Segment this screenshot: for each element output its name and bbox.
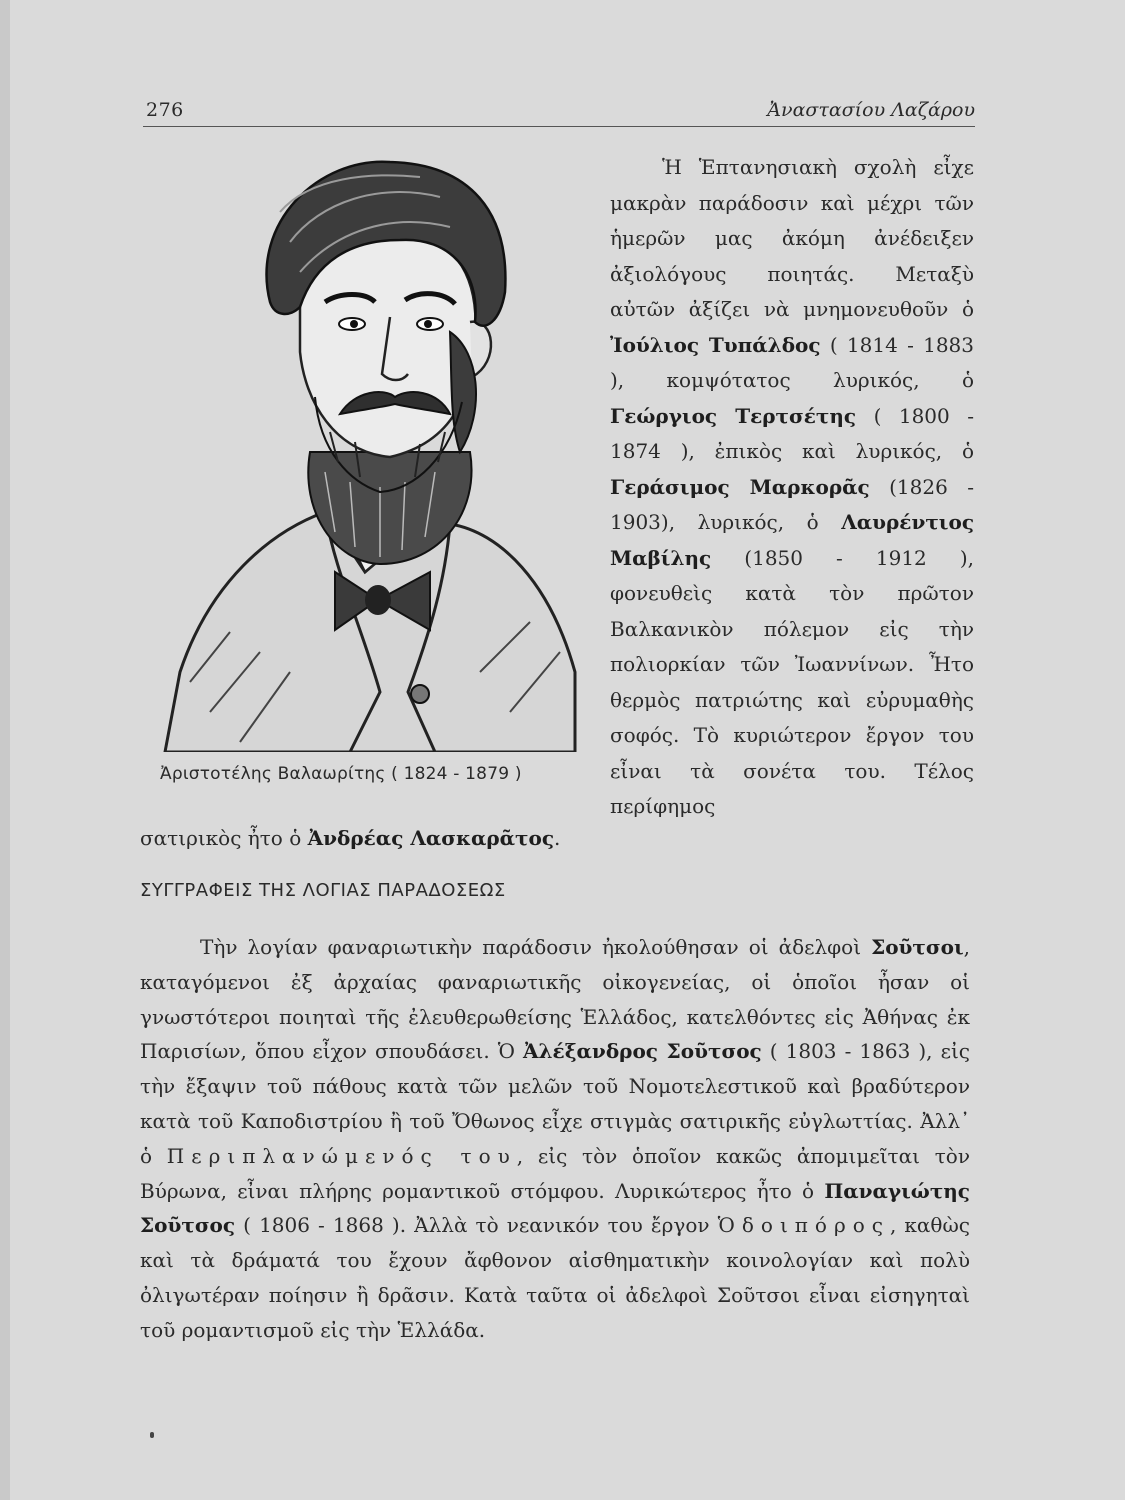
side-paragraph xyxy=(610,150,974,825)
poet-name: Παναγιώτης Σοῦτσος xyxy=(140,1178,970,1238)
text-run: Τὴν λογίαν φαναριωτικὴν παράδοσιν ἠκολούθησαν οἱ ἀδελφοὶ xyxy=(200,935,872,959)
work-title: Περιπλανώμενός του xyxy=(166,1143,517,1168)
poet-name: Ἀλέξανδρος Σοῦτσος xyxy=(523,1039,762,1064)
text-run: , καταγόμενοι ἐξ ἀρχαίας φαναριωτικῆς οἰκογενείας, οἱ ὁποῖοι ἦσαν οἱ γνωστότεροι ποιηταὶ τῆς ἐλευθερωθείσης Ἑλλάδος, κατελθόντες εἰς Ἀθήνας ἐκ Παρισίων, ὅπου εἶχον σπουδάσει. Ὁ xyxy=(140,935,970,1064)
text-run: , εἰς τὸν ὁποῖον κακῶς ἀπομιμεῖται τὸν Βύρωνα, εἶναι πλήρης ρομαντικοῦ στόμφου. Λυρικώτερος ἦτο ὁ xyxy=(140,1143,970,1203)
ink-mark xyxy=(150,1432,154,1438)
page-edge xyxy=(0,0,10,1500)
text-run: Ἡ Ἑπτανησιακὴ σχολὴ εἶχε μακρὰν παράδοσιν καὶ μέχρι τῶν ἡμερῶν μας ἀκόμη ἀνέδειξεν ἀξιολόγους ποιητάς. Μεταξὺ αὐτῶν ἀξίζει νὰ μνημονευθοῦν ὁ xyxy=(610,155,974,321)
page-header xyxy=(143,96,975,127)
text-run: ( 1806 - 1868 ). Ἀλλὰ τὸ νεανικόν του ἔργον xyxy=(235,1213,718,1238)
page-number: 276 xyxy=(146,99,184,121)
side-column-text xyxy=(610,150,974,825)
text-run: . xyxy=(554,826,561,850)
figure-caption: Ἀριστοτέλης Βαλαωρίτης ( 1824 - 1879 ) xyxy=(160,764,522,784)
main-paragraph xyxy=(140,930,970,1348)
text-run: ( 1814 - 1883 ), κομψότατος λυρικός, ὁ xyxy=(610,332,974,392)
continuation-line xyxy=(140,826,560,850)
poet-name: Γεώργιος Τερτσέτης xyxy=(610,403,857,428)
text-run: ( 1803 - 1863 ), εἰς τὴν ἔξαψιν τοῦ πάθους κατὰ τῶν μελῶν τοῦ Νομοτελεστικοῦ καὶ βραδύτερον κατὰ τοῦ Καποδιστρίου ἢ τοῦ Ὄθωνος εἶχε στιγμὰς σατιρικῆς εὐγλωττίας. Ἀλλ᾽ ὁ xyxy=(140,1039,970,1168)
poet-name: Ἰούλιος Τυπάλδος xyxy=(610,332,821,357)
portrait-illustration xyxy=(150,152,590,752)
text-run: σατιρικὸς ἦτο ὁ xyxy=(140,826,308,850)
poet-name: Σοῦτσοι xyxy=(871,935,964,959)
poet-name: Λαυρέντιος Μαβίλης xyxy=(610,510,974,570)
poet-name: Γεράσιμος Μαρκορᾶς xyxy=(610,474,870,499)
section-heading: ΣΥΓΓΡΑΦΕΙΣ ΤΗΣ ΛΟΓΙΑΣ ΠΑΡΑΔΟΣΕΩΣ xyxy=(140,880,506,901)
text-run: , καθὼς καὶ τὰ δράματά του ἔχουν ἄφθονον αἰσθηματικὴν κοινολογίαν καὶ πολὺ ὀλιγωτέραν ποίησιν ἢ δρᾶσιν. Κατὰ ταῦτα οἱ ἀδελφοὶ Σοῦτσοι εἶναι εἰσηγηταὶ τοῦ ρομαντισμοῦ εἰς τὴν Ἑλλάδα. xyxy=(140,1213,970,1342)
text-run: (1826 - 1903), λυρικός, ὁ xyxy=(610,474,974,534)
running-title: Ἀναστασίου Λαζάρου xyxy=(767,99,975,121)
poet-name: Ἀνδρέας Λασκαρᾶτος xyxy=(307,826,555,850)
work-title: Ὁδοιπόρος xyxy=(717,1213,890,1238)
text-run: (1850 - 1912 ), φονευθεὶς κατὰ τὸν πρῶτον Βαλκανικὸν πόλεμον εἰς τὴν πολιορκίαν τῶν Ἰωαννίνων. Ἦτο θερμὸς πατριώτης καὶ εὐρυμαθὴς σοφός. Τὸ κυριώτερον ἔργον του εἶναι τὰ σονέτα του. Τέλος περίφημος xyxy=(610,545,974,818)
text-run: ( 1800 - 1874 ), ἐπικὸς καὶ λυρικός, ὁ xyxy=(610,403,974,463)
